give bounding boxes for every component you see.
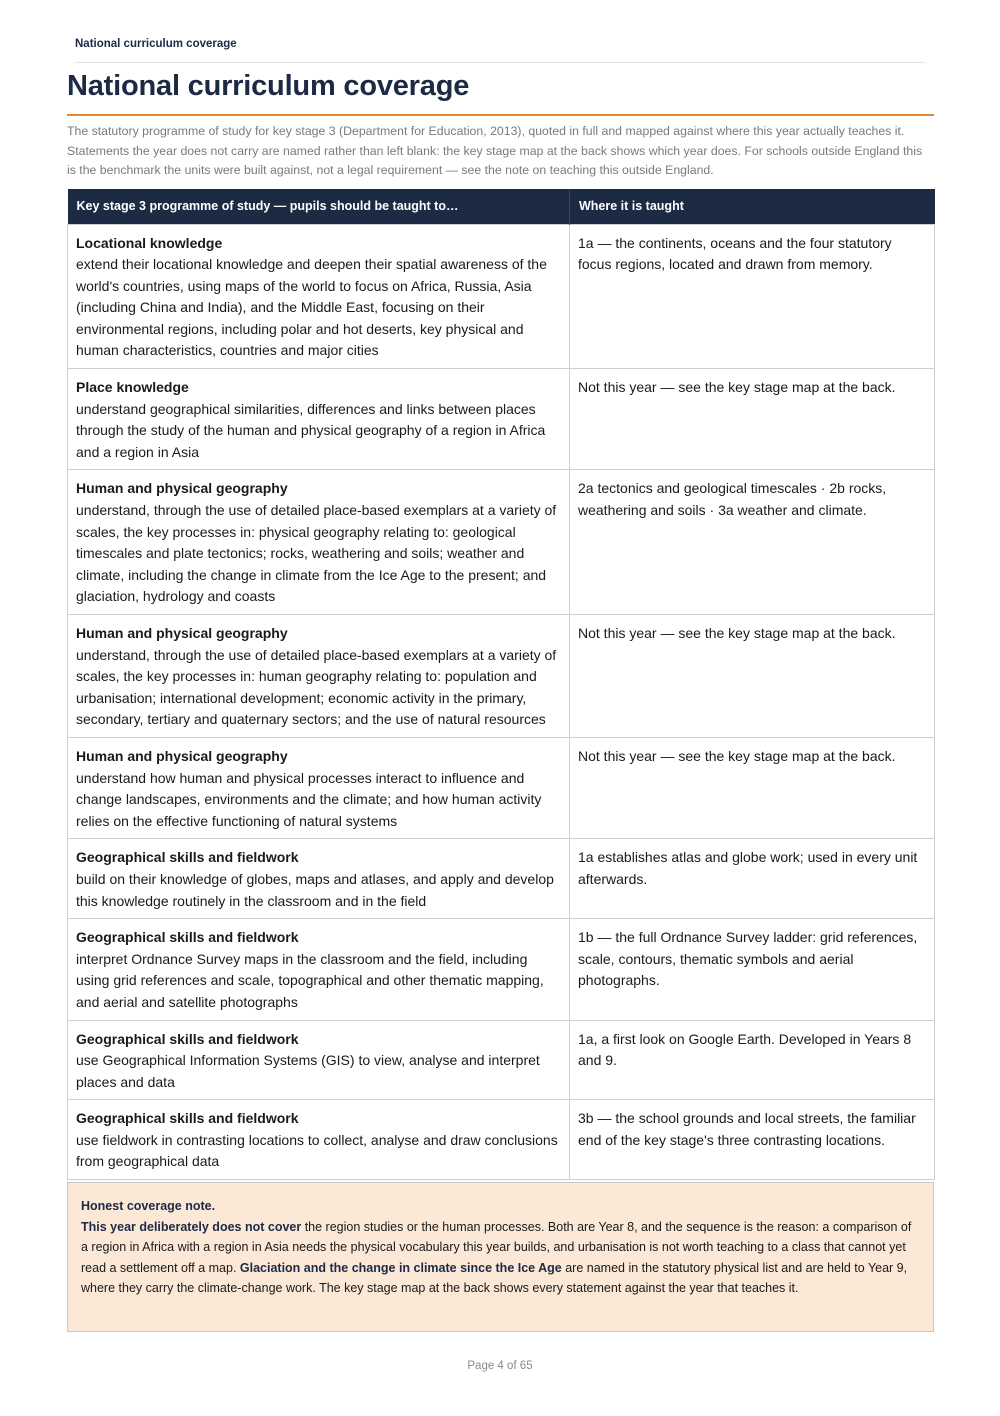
statement-heading: Geographical skills and fieldwork — [76, 849, 299, 866]
table-row — [68, 224, 935, 369]
statement-heading: Place knowledge — [76, 379, 189, 396]
table-row — [68, 1100, 935, 1180]
statement-heading: Locational knowledge — [76, 234, 223, 251]
statement-cell — [68, 224, 570, 369]
statement-heading: Human and physical geography — [76, 625, 288, 641]
statement-text: interpret Ordnance Survey maps in the classroom and the field, including using grid references and scale, topographical and other thematic mapping, and aerial and satellite photographs — [76, 950, 544, 1010]
note-body — [81, 1220, 911, 1296]
table-row — [68, 919, 935, 1020]
table-row — [68, 615, 935, 738]
statement-cell — [68, 369, 570, 470]
statement-heading: Geographical skills and fieldwork — [76, 1030, 299, 1047]
where-taught-cell: Not this year — see the key stage map at the back. — [570, 737, 935, 838]
statement-text: use fieldwork in contrasting locations to collect, analyse and draw conclusions from geographical data — [76, 1131, 558, 1170]
coverage-note-box — [67, 1182, 934, 1332]
statement-cell — [68, 737, 570, 838]
table-row — [68, 470, 935, 615]
coverage-table — [67, 189, 935, 1180]
where-taught-cell: 1b — the full Ordnance Survey ladder: grid references, scale, contours, thematic symbols and aerial photographs. — [570, 919, 935, 1020]
statement-cell — [68, 470, 570, 615]
where-taught-cell: 3b — the school grounds and local streets, the familiar end of the key stage's three contrasting locations. — [570, 1100, 935, 1180]
title-underline — [67, 114, 934, 116]
table-row — [68, 369, 935, 470]
statement-heading: Geographical skills and fieldwork — [76, 929, 299, 946]
statement-text: build on their knowledge of globes, maps and atlases, and apply and develop this knowledge routinely in the classroom and in the field — [76, 870, 554, 909]
table-row — [68, 1020, 935, 1100]
statement-cell — [68, 919, 570, 1020]
statement-text: understand, through the use of detailed place-based exemplars at a variety of scales, the key processes in: physical geography relating to: geological timescales and plate tectonics; rocks, weathering and soils; weather and climate, including the change in climate from the Ice Age to the present; and glaciation, hydrology and coasts — [76, 502, 557, 605]
statement-cell — [68, 1100, 570, 1180]
where-taught-cell: 1a establishes atlas and globe work; used in every unit afterwards. — [570, 839, 935, 919]
intro-paragraph: The statutory programme of study for key stage 3 (Department for Education, 2013), quoted in full and mapped against where this year actually teaches it. Statements the year does not carry are named rather than left blank: the key stage map at the back shows which year does. For schools outside England this is the benchmark the units were built against, not a legal requirement — see the note on teaching this outside England. — [67, 124, 923, 177]
statement-cell — [68, 615, 570, 738]
statement-text: understand, through the use of detailed place-based exemplars at a variety of scales, the key processes in: human geography relating to: population and urbanisation; international development; economic activity in the primary, secondary, tertiary and quaternary sectors; and the use of natural resources — [76, 646, 557, 728]
statement-cell — [68, 1020, 570, 1100]
statement-heading: Human and physical geography — [76, 480, 288, 497]
statement-text: understand how human and physical processes interact to influence and change landscapes, environments and the climate; and how human activity relies on the effective functioning of natural systems — [76, 769, 542, 829]
running-head: National curriculum coverage — [75, 38, 925, 63]
column-header-where-taught: Where it is taught — [570, 189, 935, 224]
note-lead-bold: This year deliberately does not cover — [81, 1219, 302, 1234]
where-taught-cell: 1a — the continents, oceans and the four statutory focus regions, located and drawn from memory. — [570, 224, 935, 369]
note-title: Honest coverage note. — [81, 1199, 216, 1213]
page-title: National curriculum coverage — [67, 70, 470, 102]
table-row — [68, 737, 935, 838]
note-text-1: the region studies or the human processes. Both are Year 8, and the sequence is the reason: a comparison of a region in Africa with a region in Asia needs the physical vocabulary this year builds, and urbanisation is not worth teaching to a class that cannot yet read a settlement off a map. — [81, 1219, 912, 1275]
statement-heading: Human and physical geography — [76, 747, 288, 764]
table-header-row — [68, 189, 935, 224]
note-text-2: are named in the statutory physical list and are held to Year 9, where they carry the climate-change work. The key stage map at the back shows every statement against the year that teaches it. — [81, 1260, 908, 1295]
table-row — [68, 839, 935, 919]
statement-text: extend their locational knowledge and deepen their spatial awareness of the world's countries, using maps of the world to focus on Africa, Russia, Asia (including China and India), and the Middle East, focusing on their environmental regions, including polar and hot deserts, key physical and human characteristics, countries and major cities — [76, 256, 547, 359]
statement-cell — [68, 839, 570, 919]
note-mid-bold: Glaciation and the change in climate since the Ice Age — [239, 1260, 562, 1275]
where-taught-cell: Not this year — see the key stage map at the back. — [570, 369, 935, 470]
where-taught-cell: 2a tectonics and geological timescales · 2b rocks, weathering and soils · 3a weather and climate. — [570, 470, 935, 615]
statement-heading: Geographical skills and fieldwork — [76, 1110, 299, 1127]
statement-text: understand geographical similarities, differences and links between places through the study of the human and physical geography of a region in Africa and a region in Asia — [76, 400, 546, 460]
where-taught-cell: Not this year — see the key stage map at the back. — [570, 615, 935, 738]
column-header-programme: Key stage 3 programme of study — pupils should be taught to… — [68, 189, 570, 224]
statement-text: use Geographical Information Systems (GIS) to view, analyse and interpret places and data — [76, 1052, 540, 1090]
page-number: Page 4 of 65 — [467, 1360, 533, 1372]
where-taught-cell: 1a, a first look on Google Earth. Developed in Years 8 and 9. — [570, 1020, 935, 1100]
